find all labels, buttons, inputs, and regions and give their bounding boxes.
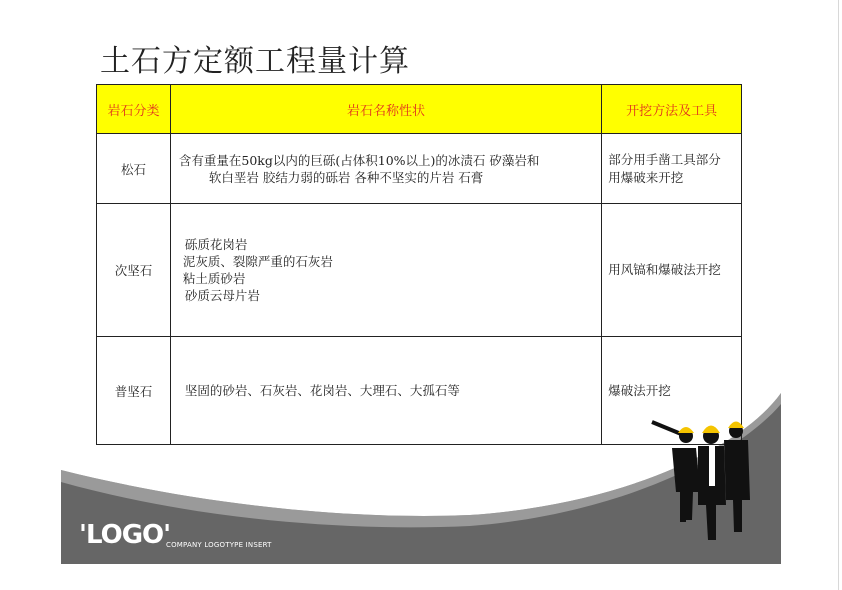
company-logo-tagline: COMPANY LOGOTYPE INSERT xyxy=(166,541,272,549)
description-line: 砾质花岗岩 xyxy=(184,237,248,252)
description-line: 砂质云母片岩 xyxy=(184,288,260,303)
method-line: 用风镐和爆破法开挖 xyxy=(608,262,721,277)
description-line: 泥灰质、裂隙严重的石灰岩 xyxy=(182,254,333,269)
method-line: 爆破法开挖 xyxy=(608,382,671,398)
worker-figure-left xyxy=(652,422,700,522)
header-excavation-method: 开挖方法及工具 xyxy=(602,85,742,134)
rock-category-cell: 普坚石 xyxy=(97,337,171,445)
worker-figure-center xyxy=(698,426,726,541)
description-line: 坚固的砂岩、石灰岩、花岗岩、大理石、大孤石等 xyxy=(184,383,460,398)
helmet-icon xyxy=(678,427,694,433)
description-line: 粘土质砂岩 xyxy=(182,271,246,286)
helmet-icon xyxy=(728,422,744,429)
method-line: 部分用手凿工具部分 xyxy=(608,151,721,167)
worker-figure-right xyxy=(724,422,750,533)
helmet-icon xyxy=(702,426,720,434)
method-line: 用爆破来开挖 xyxy=(608,169,684,185)
header-rock-category: 岩石分类 xyxy=(97,85,171,134)
rock-category-cell: 松石 xyxy=(97,134,171,204)
description-line: 软白垩岩 胶结力弱的砾岩 各种不坚实的片岩 石膏 xyxy=(208,169,484,185)
description-line: 含有重量在50kg以内的巨砾(占体积10%以上)的冰渍石 矽藻岩和 xyxy=(178,152,540,168)
page-title: 土石方定额工程量计算 xyxy=(100,44,410,79)
header-rock-description: 岩石名称性状 xyxy=(170,85,601,134)
company-logo: 'LOGO' xyxy=(79,520,171,550)
rock-category-cell: 次坚石 xyxy=(97,204,171,337)
